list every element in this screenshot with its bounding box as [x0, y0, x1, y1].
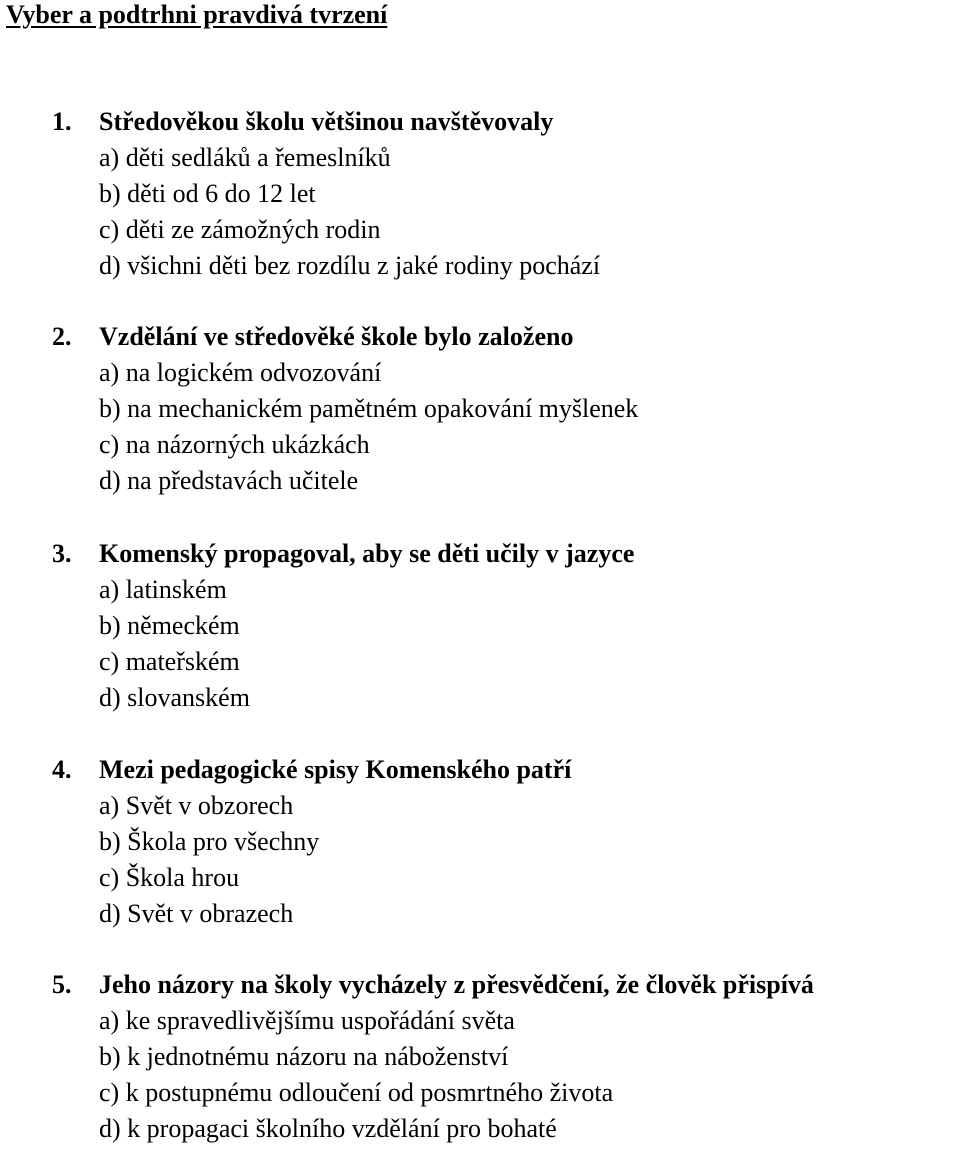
question-heading — [52, 967, 957, 1003]
answer-option-d[interactable]: d) slovanském — [99, 683, 250, 712]
answer-option-d[interactable]: d) na představách učitele — [99, 466, 359, 495]
answer-option-c[interactable]: c) na názorných ukázkách — [99, 430, 370, 459]
question-2 — [52, 319, 957, 499]
question-number: 3. — [52, 539, 72, 568]
question-number: 5. — [52, 970, 72, 999]
answer-option-b[interactable]: b) Škola pro všechny — [99, 827, 320, 856]
question-1 — [52, 104, 957, 284]
answer-option-a[interactable]: a) děti sedláků a řemeslníků — [99, 143, 391, 172]
question-text: Vzdělání ve středověké škole bylo založeno — [99, 322, 574, 351]
question-text: Středověkou školu většinou navštěvovaly — [99, 107, 554, 136]
answer-option-a[interactable]: a) na logickém odvozování — [99, 358, 382, 387]
answer-option-a[interactable]: a) ke spravedlivějšímu uspořádání světa — [99, 1006, 515, 1035]
question-heading — [52, 319, 957, 355]
worksheet-title: Vyber a podtrhni pravdivá tvrzení — [6, 0, 388, 29]
answer-option-a[interactable]: a) Svět v obzorech — [99, 791, 294, 820]
answer-option-d[interactable]: d) všichni děti bez rozdílu z jaké rodiny pochází — [99, 251, 601, 280]
question-heading — [52, 752, 957, 788]
question-heading — [52, 536, 957, 572]
question-text: Jeho názory na školy vycházely z přesvědčení, že člověk přispívá — [99, 970, 814, 999]
answer-option-c[interactable]: c) k postupnému odloučení od posmrtného života — [99, 1078, 614, 1107]
question-number: 4. — [52, 755, 72, 784]
answer-option-a[interactable]: a) latinském — [99, 575, 227, 604]
answer-option-d[interactable]: d) Svět v obrazech — [99, 899, 294, 928]
answer-option-b[interactable]: b) děti od 6 do 12 let — [99, 179, 316, 208]
answer-option-c[interactable]: c) Škola hrou — [99, 863, 240, 892]
question-5 — [52, 967, 957, 1147]
question-4 — [52, 752, 957, 932]
question-number: 1. — [52, 107, 72, 136]
answer-option-b[interactable]: b) k jednotnému názoru na náboženství — [99, 1042, 509, 1071]
question-3 — [52, 536, 957, 716]
question-text: Mezi pedagogické spisy Komenského patří — [99, 755, 572, 784]
answer-option-c[interactable]: c) mateřském — [99, 647, 240, 676]
answer-option-b[interactable]: b) na mechanickém pamětném opakování myšlenek — [99, 394, 639, 423]
question-text: Komenský propagoval, aby se děti učily v jazyce — [99, 539, 635, 568]
answer-option-c[interactable]: c) děti ze zámožných rodin — [99, 215, 381, 244]
answer-option-b[interactable]: b) německém — [99, 611, 240, 640]
question-heading — [52, 104, 957, 140]
question-number: 2. — [52, 322, 72, 351]
answer-option-d[interactable]: d) k propagaci školního vzdělání pro bohaté — [99, 1114, 557, 1143]
